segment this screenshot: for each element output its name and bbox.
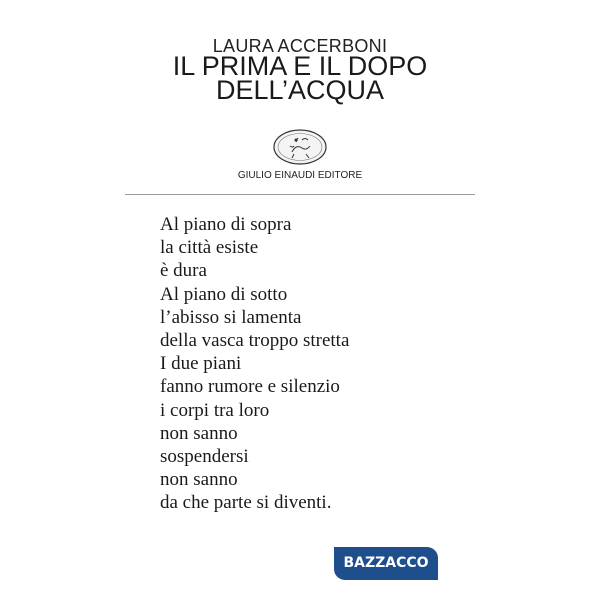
poem [160, 213, 349, 515]
poem-line: Al piano di sopra [160, 214, 292, 235]
poem-line: della vasca troppo stretta [160, 330, 350, 352]
poem-line: l’abisso si lamenta [160, 306, 302, 328]
poem-line: da che parte si diventi. [160, 492, 332, 514]
poem-line: I due piani [160, 353, 242, 375]
poem-line: la città esiste [160, 237, 259, 259]
poem-line: i corpi tra loro [160, 399, 270, 421]
book-title-line-2: DELL’ACQUA [215, 75, 385, 105]
author-name: LAURA ACCERBONI [212, 36, 388, 56]
book-title-line-1: IL PRIMA E IL DOPO [172, 51, 428, 81]
poem-line: non sanno [160, 469, 238, 491]
poem-line: fanno rumore e silenzio [160, 376, 340, 398]
poem-line: non sanno [160, 422, 238, 444]
poem-line: sospendersi [160, 446, 249, 468]
poem-line: è dura [160, 260, 207, 282]
divider [125, 194, 475, 195]
poem-line: Al piano di sotto [160, 283, 288, 305]
publisher-logo-icon [272, 128, 328, 166]
publisher-name: GIULIO EINAUDI EDITORE [237, 170, 363, 181]
bookstore-badge: BAZZACCO [334, 547, 438, 580]
